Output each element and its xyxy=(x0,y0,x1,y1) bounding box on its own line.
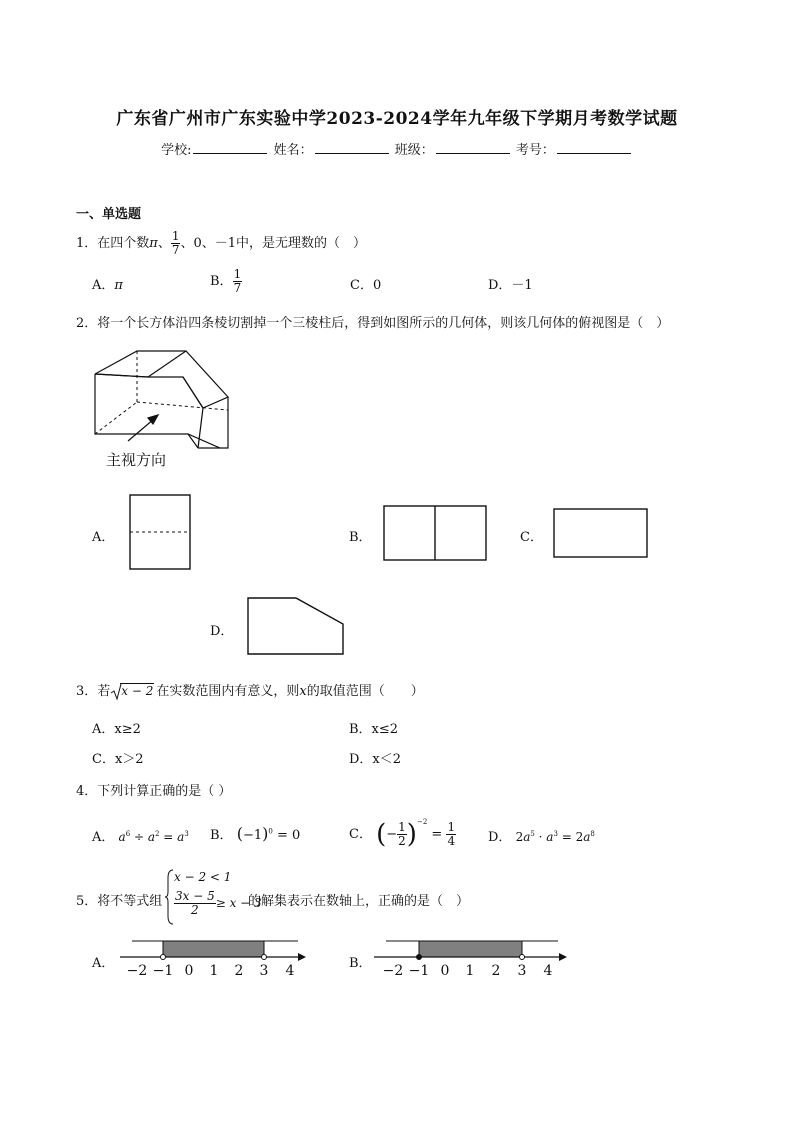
q5-ineq2-num: 3x − 5 xyxy=(175,889,215,903)
student-info-line xyxy=(0,139,794,158)
q4-opt-c-label: C． xyxy=(349,827,372,842)
q3-option-a[interactable]: A．x≥2 xyxy=(92,722,141,737)
q5-inequality-system xyxy=(165,868,262,926)
q3-prefix: 3．若 xyxy=(76,684,111,699)
q2-option-b-label[interactable]: B． xyxy=(349,530,372,545)
page-title: 广东省广州市广东实验中学2023-2024学年九年级下学期月考数学试题 xyxy=(116,109,678,129)
q1-prefix: 1．在四个数 xyxy=(76,236,150,252)
q1-option-a[interactable] xyxy=(92,274,123,293)
question-1-stem xyxy=(76,230,366,257)
q5-b-tick-1: 1 xyxy=(465,963,475,979)
q1-opt-a-value: π xyxy=(114,278,123,293)
school-blank[interactable] xyxy=(193,141,267,154)
q2-option-c-label[interactable]: C． xyxy=(520,530,543,545)
q3-rest1: 在实数范围内有意义，则 xyxy=(156,684,300,699)
q4-opt-a-expr: $a^6 \div a^2 = a^3$ xyxy=(118,830,189,844)
q1-sep: 、 xyxy=(157,236,171,252)
q5-b-tick-0: 0 xyxy=(440,963,450,979)
q5-option-a-label[interactable]: A． xyxy=(92,956,115,971)
q1-pi: π xyxy=(149,236,158,252)
q4-opt-b-label: B． xyxy=(210,828,233,843)
q1-frac-den: 7 xyxy=(171,243,180,258)
q1-opt-a-label: A． xyxy=(92,278,115,293)
question-3-stem xyxy=(76,680,424,699)
q2-solid-front-edges xyxy=(95,374,228,448)
q1-opt-b-fraction xyxy=(233,268,243,295)
q3-option-c[interactable]: C．x＞2 xyxy=(92,752,144,767)
q2-option-a-figure[interactable] xyxy=(128,493,192,571)
question-4-stem: 4．下列计算正确的是（ ） xyxy=(76,784,232,799)
class-blank[interactable] xyxy=(436,141,510,154)
number-label: 考号： xyxy=(515,143,555,158)
q5-a-tick-labels xyxy=(127,963,295,979)
q5-b-tick-labels xyxy=(383,963,553,979)
q1-opt-b-label: B． xyxy=(210,274,233,290)
q5-b-tick-neg2: −2 xyxy=(382,963,404,979)
q5-a-tick-3: 3 xyxy=(259,963,269,979)
q1-rest: 、0、－1中，是无理数的（ ） xyxy=(180,236,367,252)
name-blank[interactable] xyxy=(315,141,389,154)
q3-radicand: x − 2 xyxy=(121,684,154,698)
question-5-rest: 的解集表示在数轴上，正确的是（ ） xyxy=(248,894,470,909)
q3-var: x xyxy=(299,684,307,699)
number-blank[interactable] xyxy=(557,141,631,154)
q5-a-tick-2: 2 xyxy=(234,963,244,979)
q4-option-a[interactable] xyxy=(92,826,189,845)
q5-a-tick-neg1: −1 xyxy=(152,963,174,979)
q4-opt-c-expr: (− $\frac{1}{2}$ )$^{-2}$ = $\frac{1}{4}$ xyxy=(376,818,456,850)
q1-opt-b-num: 1 xyxy=(233,267,242,281)
q2-option-b-figure[interactable] xyxy=(382,504,488,562)
q4-option-d[interactable] xyxy=(488,826,595,845)
q5-b-tick-3: 3 xyxy=(517,963,527,979)
q1-option-d[interactable]: D．－1 xyxy=(488,278,533,293)
q3-option-b[interactable]: B．x≤2 xyxy=(349,722,399,737)
q5-b-tick-neg1: −1 xyxy=(408,963,430,979)
q1-frac-num: 1 xyxy=(171,229,180,243)
q2-option-d-label[interactable]: D． xyxy=(210,624,234,639)
q2-view-arrow xyxy=(128,415,158,441)
q1-opt-b-den: 7 xyxy=(233,281,242,296)
q2-view-direction-label: 主视方向 xyxy=(106,451,167,469)
q5-ineq2-den: 2 xyxy=(191,903,199,918)
q5-option-b-number-line[interactable] xyxy=(372,934,572,982)
q5-a-tick-neg2: −2 xyxy=(126,963,148,979)
q5-a-tick-0: 0 xyxy=(184,963,194,979)
q5-b-tick-2: 2 xyxy=(491,963,501,979)
q4-opt-a-label: A． xyxy=(92,830,115,845)
q5-a-tick-1: 1 xyxy=(209,963,219,979)
q4-opt-d-expr: $2a^5 \cdot a^3 = 2a^8$ xyxy=(515,830,595,844)
q5-inequality-1: x − 2 < 1 xyxy=(174,870,232,884)
name-label: 姓名： xyxy=(273,143,313,158)
question-2-stem: 2．将一个长方体沿四条棱切割掉一个三棱柱后，得到如图所示的几何体，则该几何体的俯视图是（ ） xyxy=(76,316,670,331)
q1-option-c[interactable]: C．0 xyxy=(350,278,382,293)
q3-rest2: 的取值范围（ ） xyxy=(306,684,424,699)
q4-option-b[interactable] xyxy=(210,824,300,843)
q5-ineq2-rest: ≥ x − 3 xyxy=(215,896,262,911)
q2-option-c-figure[interactable] xyxy=(552,507,649,559)
q2-option-a-label[interactable]: A． xyxy=(92,530,115,545)
q4-option-c[interactable] xyxy=(349,818,456,850)
question-5-prefix: 5．将不等式组 xyxy=(76,894,163,909)
q5-option-b-label[interactable]: B． xyxy=(349,956,372,971)
q3-sqrt xyxy=(110,684,154,699)
school-label: 学校: xyxy=(161,143,192,158)
class-label: 班级： xyxy=(394,143,434,158)
q4-opt-d-label: D． xyxy=(488,830,512,845)
q1-option-b[interactable] xyxy=(210,268,242,295)
q5-option-a-number-line[interactable] xyxy=(118,934,313,982)
q5-a-tick-4: 4 xyxy=(285,963,295,979)
q3-option-d[interactable]: D．x＜2 xyxy=(349,752,402,767)
q5-b-tick-4: 4 xyxy=(543,963,553,979)
section-title: 一、单选题 xyxy=(76,207,142,222)
q2-option-d-figure[interactable] xyxy=(246,596,346,656)
q4-opt-b-expr: $(-1)^0 = 0$ xyxy=(236,824,301,843)
